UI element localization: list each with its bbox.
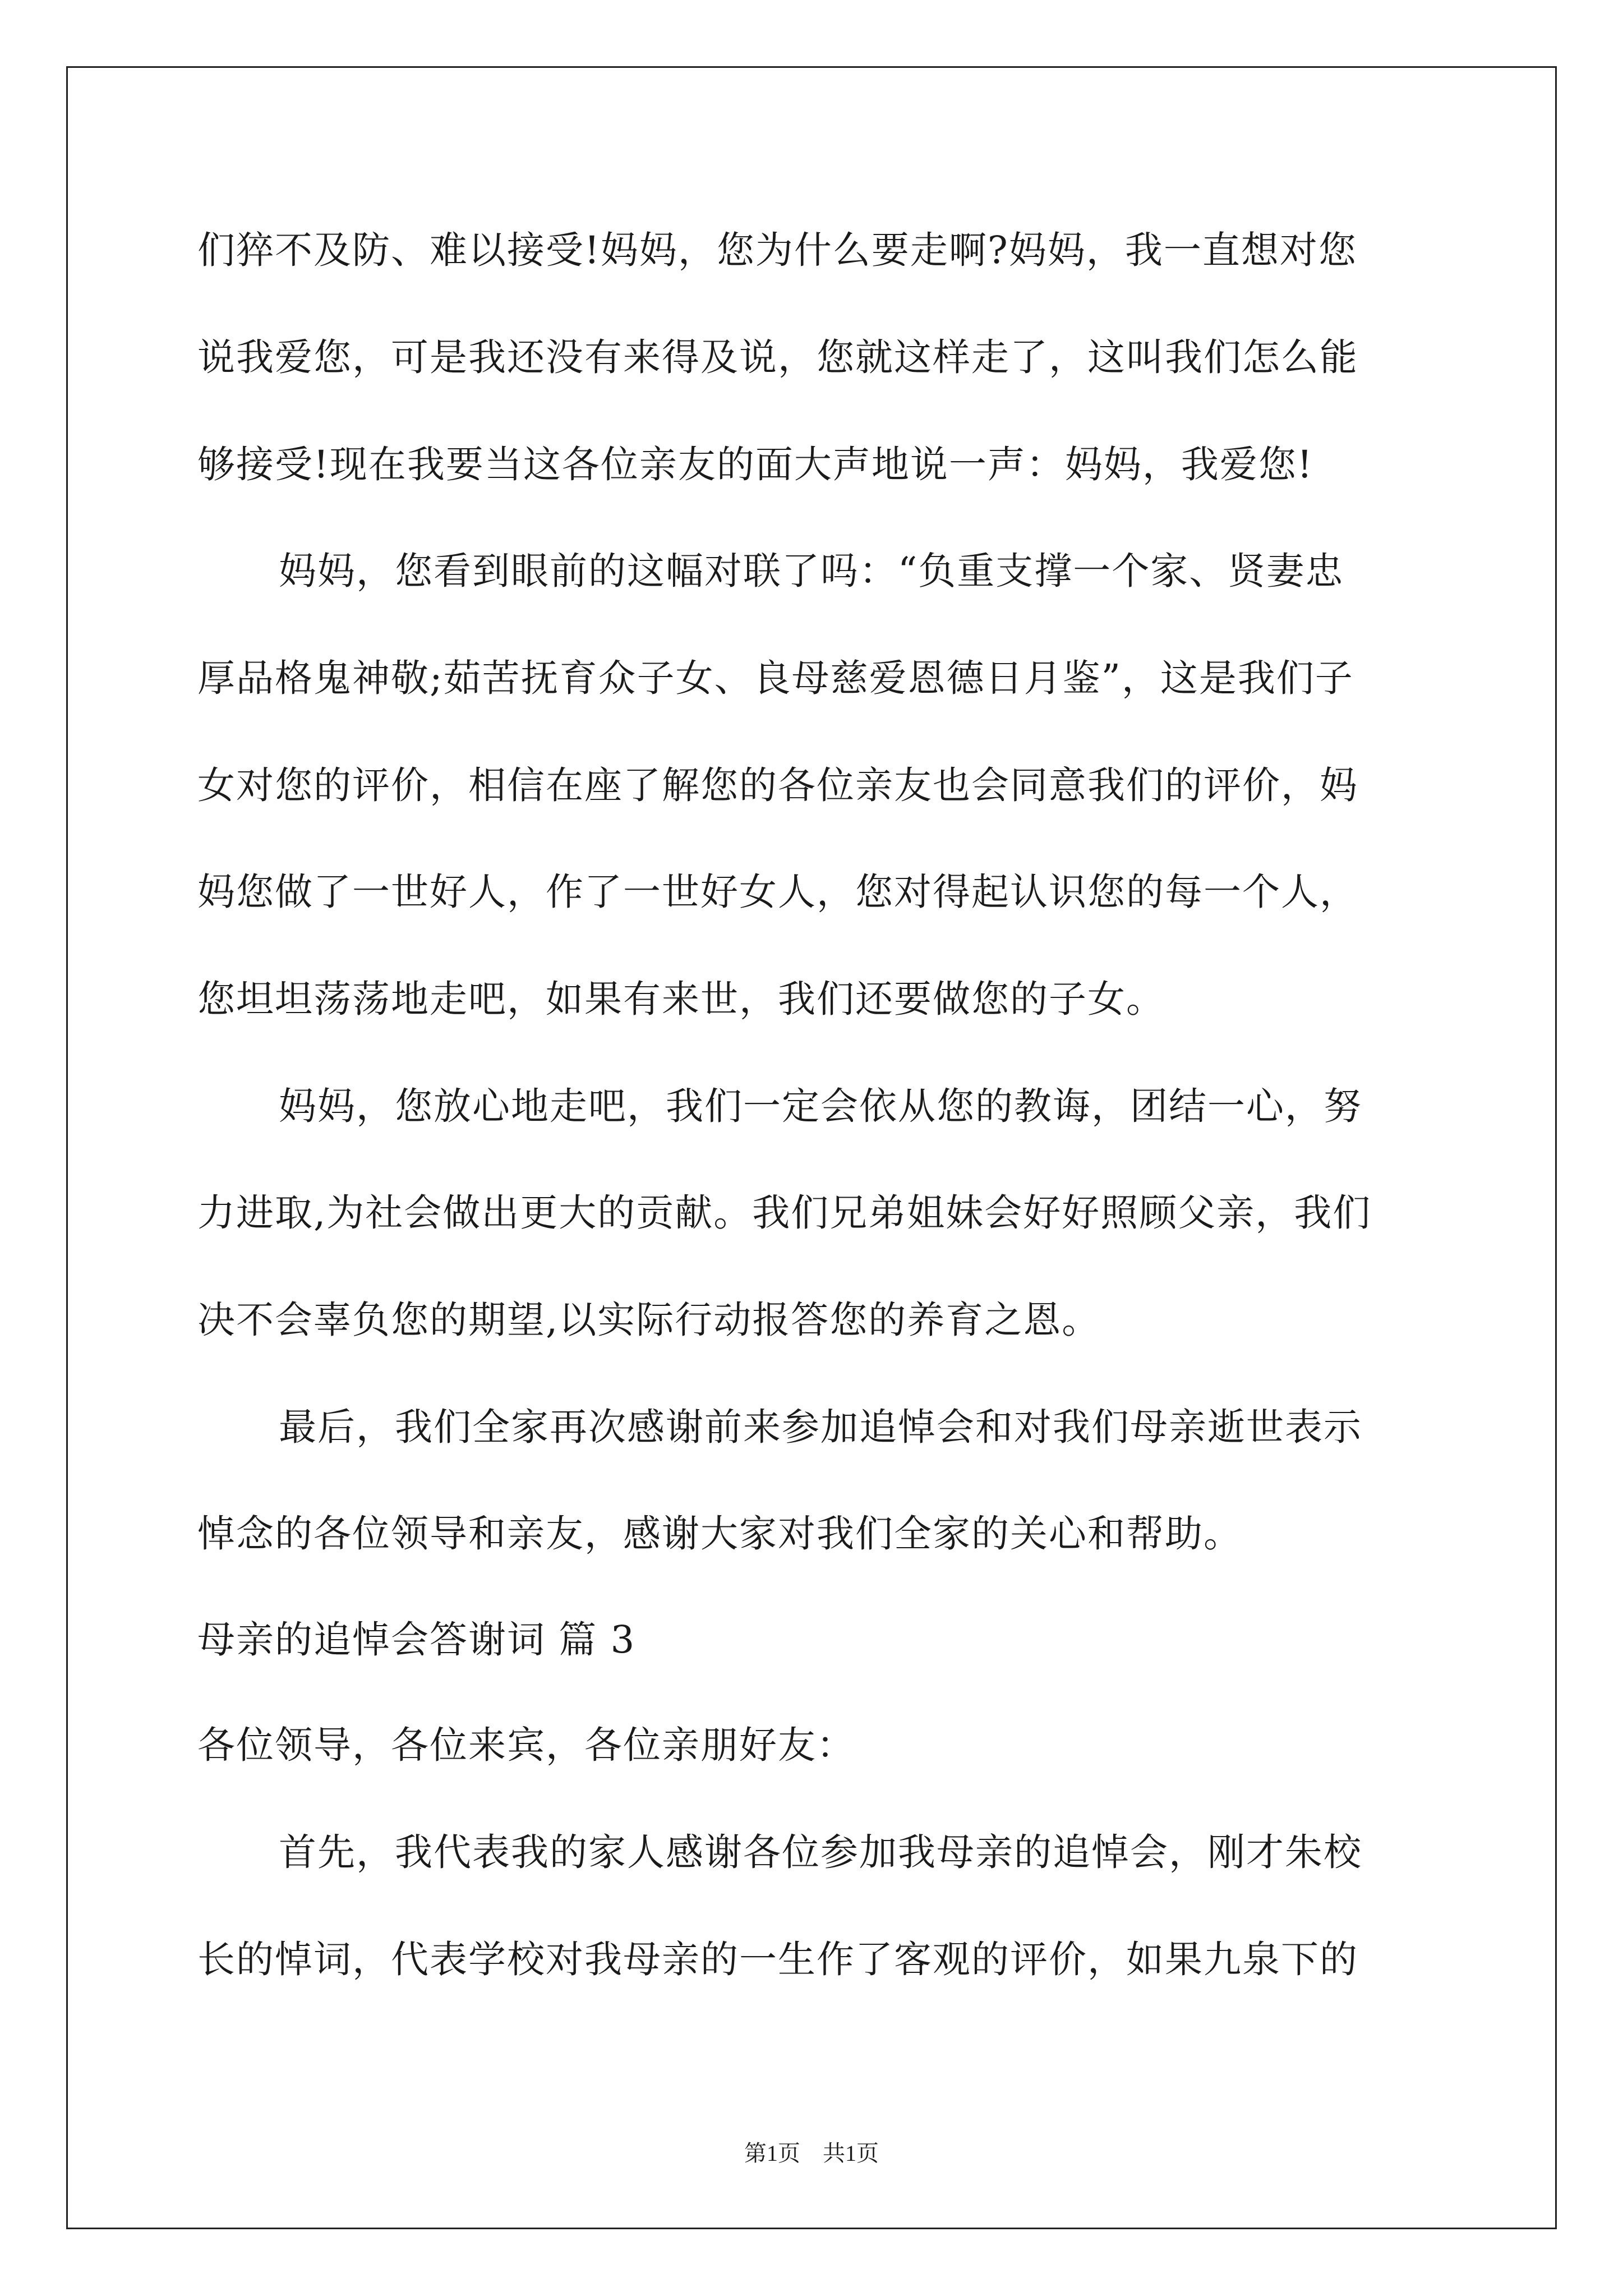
salutation: 各位领导，各位来宾，各位亲朋好友： [197,1723,855,1767]
text-line: 力进取,为社会做出更大的贡献。我们兄弟姐妹会好好照顾父亲，我们 [197,1191,1372,1235]
page-border [66,66,1557,2229]
text-line: 妈妈，您放心地走吧，我们一定会依从您的教诲，团结一心，努 [279,1084,1362,1128]
section-heading: 母亲的追悼会答谢词 篇 3 [197,1618,636,1662]
text-line: 够接受!现在我要当这各位亲友的面大声地说一声：妈妈，我爱您! [197,443,1313,486]
text-line: 悼念的各位领导和亲友，感谢大家对我们全家的关心和帮助。 [197,1512,1242,1556]
text-line: 长的悼词，代表学校对我母亲的一生作了客观的评价，如果九泉下的 [197,1938,1358,1981]
text-line: 女对您的评价，相信在座了解您的各位亲友也会同意我们的评价，妈 [197,763,1358,807]
page-footer: 第1页 共1页 [744,2141,879,2166]
text-line: 您坦坦荡荡地走吧，如果有来世，我们还要做您的子女。 [197,977,1165,1021]
text-line: 最后，我们全家再次感谢前来参加追悼会和对我们母亲逝世表示 [279,1405,1362,1449]
text-line: 厚品格鬼神敬;茹苦抚育众子女、良母慈爱恩德日月鉴”，这是我们子 [197,656,1354,700]
text-line: 们猝不及防、难以接受!妈妈，您为什么要走啊?妈妈，我一直想对您 [197,228,1357,272]
text-line: 首先，我代表我的家人感谢各位参加我母亲的追悼会，刚才朱校 [279,1830,1362,1874]
text-line: 妈妈，您看到眼前的这幅对联了吗：“负重支撑一个家、贤妻忠 [279,549,1344,593]
text-line: 说我爱您，可是我还没有来得及说，您就这样走了，这叫我们怎么能 [197,335,1358,379]
text-line: 妈您做了一世好人，作了一世好女人，您对得起认识您的每一个人， [197,870,1358,914]
text-line: 决不会辜负您的期望,以实际行动报答您的养育之恩。 [197,1298,1101,1342]
